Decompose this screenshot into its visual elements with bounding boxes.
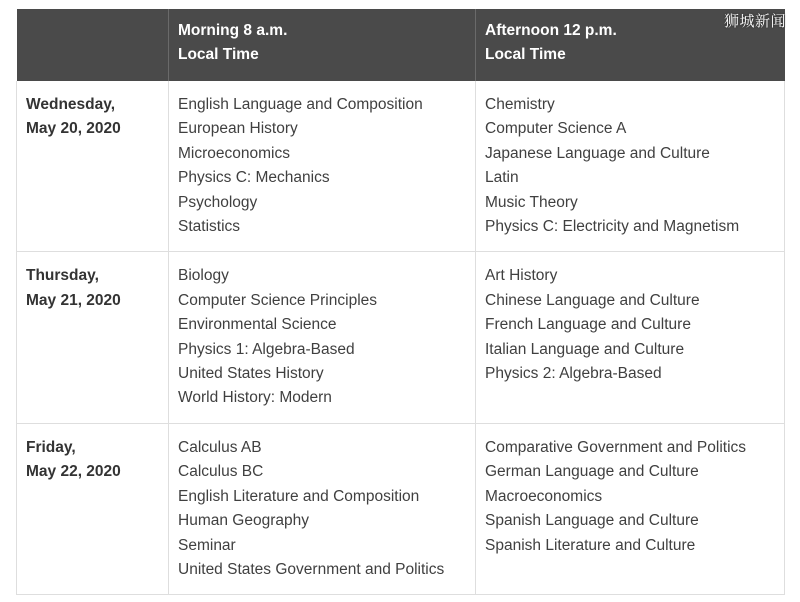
header-morning bbox=[169, 9, 476, 81]
header-morning-time: Morning 8 a.m. bbox=[178, 22, 288, 39]
subject-item: Calculus AB bbox=[178, 438, 262, 456]
date-label: May 20, 2020 bbox=[26, 120, 121, 138]
subject-item: Italian Language and Culture bbox=[485, 340, 685, 358]
subject-item: Human Geography bbox=[178, 512, 309, 530]
header-morning-zone: Local Time bbox=[178, 46, 259, 63]
morning-cell bbox=[169, 252, 476, 423]
subject-item: World History: Modern bbox=[178, 389, 332, 407]
header-afternoon-time: Afternoon 12 p.m. bbox=[485, 22, 617, 39]
subject-item: Computer Science Principles bbox=[178, 291, 378, 309]
subject-item: Microeconomics bbox=[178, 144, 290, 162]
subject-item: Music Theory bbox=[485, 193, 578, 211]
day-label: Thursday, bbox=[26, 267, 99, 285]
afternoon-cell bbox=[476, 252, 785, 423]
subject-item: German Language and Culture bbox=[485, 463, 699, 481]
subject-item: Chinese Language and Culture bbox=[485, 291, 700, 309]
subject-item: Art History bbox=[485, 267, 558, 285]
header-afternoon-zone: Local Time bbox=[485, 46, 566, 63]
morning-cell bbox=[169, 81, 476, 252]
subject-item: Physics 1: Algebra-Based bbox=[178, 340, 355, 358]
subject-item: Physics C: Electricity and Magnetism bbox=[485, 218, 740, 236]
subject-item: Japanese Language and Culture bbox=[485, 144, 710, 162]
subject-item: United States Government and Politics bbox=[178, 560, 445, 578]
subject-item: Physics 2: Algebra-Based bbox=[485, 365, 662, 383]
table-row bbox=[17, 423, 785, 594]
header-row bbox=[17, 9, 785, 81]
day-label: Friday, bbox=[26, 438, 76, 456]
subject-item: United States History bbox=[178, 365, 324, 383]
exam-schedule-table bbox=[16, 9, 785, 595]
subject-item: Computer Science A bbox=[485, 120, 627, 138]
table-row bbox=[17, 81, 785, 252]
subject-item: Psychology bbox=[178, 193, 258, 211]
header-date bbox=[17, 9, 169, 81]
morning-cell bbox=[169, 423, 476, 594]
date-label: May 21, 2020 bbox=[26, 291, 121, 309]
date-cell bbox=[17, 252, 169, 423]
day-label: Wednesday, bbox=[26, 96, 116, 113]
subject-item: Calculus BC bbox=[178, 463, 264, 481]
subject-item: Seminar bbox=[178, 536, 236, 554]
subject-item: Physics C: Mechanics bbox=[178, 169, 330, 187]
subject-item: Spanish Literature and Culture bbox=[485, 536, 696, 554]
subject-item: Latin bbox=[485, 169, 519, 187]
subject-item: Comparative Government and Politics bbox=[485, 438, 747, 456]
afternoon-cell bbox=[476, 81, 785, 252]
subject-item: English Literature and Composition bbox=[178, 487, 420, 505]
table-header bbox=[17, 9, 785, 81]
table-row bbox=[17, 252, 785, 423]
afternoon-cell bbox=[476, 423, 785, 594]
date-label: May 22, 2020 bbox=[26, 463, 121, 481]
subject-item: Spanish Language and Culture bbox=[485, 512, 699, 530]
subject-item: Environmental Science bbox=[178, 316, 337, 334]
subject-item: Chemistry bbox=[485, 96, 555, 113]
date-cell bbox=[17, 423, 169, 594]
date-cell bbox=[17, 81, 169, 252]
watermark-text: 狮城新闻 bbox=[723, 12, 786, 30]
subject-item: English Language and Composition bbox=[178, 96, 423, 113]
subject-item: Statistics bbox=[178, 218, 241, 236]
subject-item: French Language and Culture bbox=[485, 316, 691, 334]
subject-item: Macroeconomics bbox=[485, 487, 603, 505]
subject-item: European History bbox=[178, 120, 298, 138]
table-body bbox=[17, 81, 785, 595]
subject-item: Biology bbox=[178, 267, 229, 285]
